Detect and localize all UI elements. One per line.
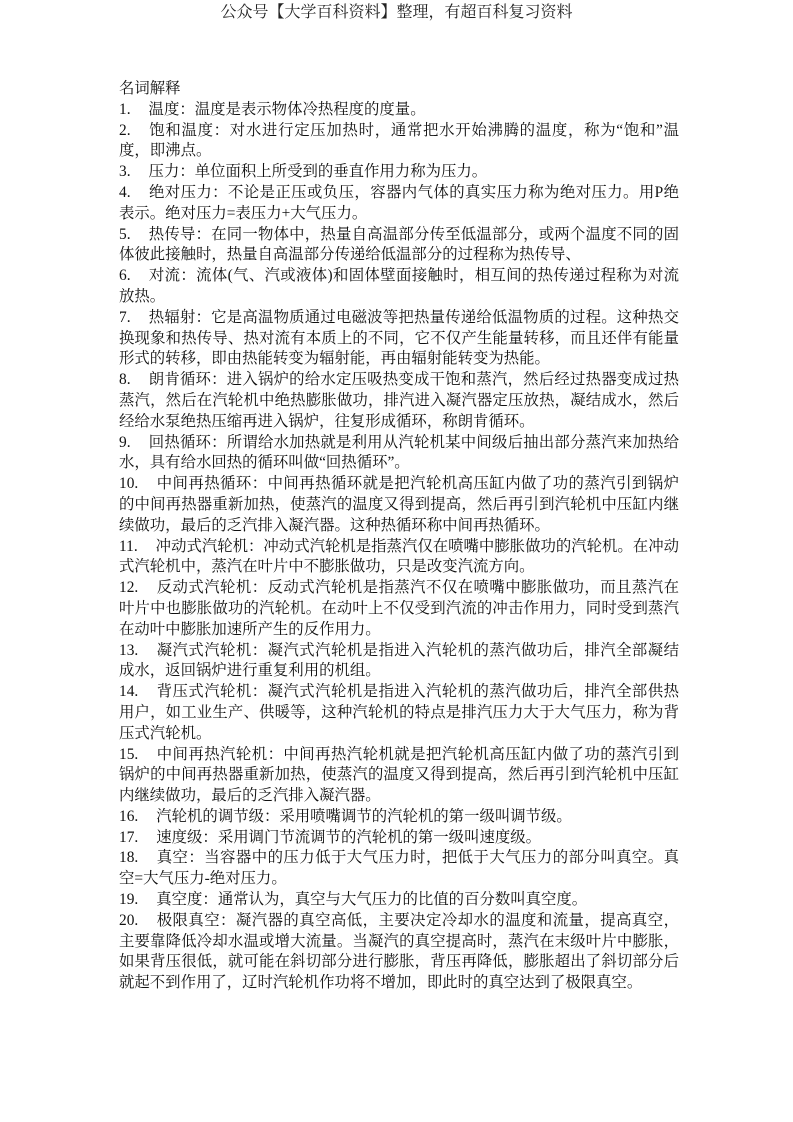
- definition-list: [119, 100, 679, 994]
- item-number: 8.: [119, 371, 131, 389]
- item-number: 17.: [119, 828, 139, 846]
- definition-item: [119, 121, 679, 163]
- definition-item: [119, 807, 679, 828]
- definition-item: [119, 890, 679, 911]
- definition-item: [119, 308, 679, 370]
- item-text: 中间再热循环：中间再热循环就是把汽轮机高压缸内做了功的蒸汽引到锅炉的中间再热器重新加热，使蒸汽的温度又得到提高，然后再引到汽轮机中压缸内继续做功，最后的乏汽排入凝汽器。这种热循环称中间再热循环。: [119, 475, 679, 534]
- document-body: [119, 79, 679, 994]
- item-number: 18.: [119, 849, 139, 867]
- item-text: 回热循环：所谓给水加热就是利用从汽轮机某中间级后抽出部分蒸汽来加热给水，具有给水回热的循环叫做“回热循环”。: [119, 433, 679, 472]
- item-number: 16.: [119, 807, 139, 825]
- definition-item: [119, 266, 679, 308]
- definition-item: [119, 162, 679, 183]
- item-text: 压力：单位面积上所受到的垂直作用力称为压力。: [148, 163, 488, 181]
- item-text: 背压式汽轮机：凝汽式汽轮机是指进入汽轮机的蒸汽做功后，排汽全部供热用户，如工业生产、供暖等，这种汽轮机的特点是排汽压力大于大气压力，称为背压式汽轮机。: [119, 683, 679, 742]
- item-text: 汽轮机的调节级：采用喷嘴调节的汽轮机的第一级叫调节级。: [156, 807, 572, 825]
- item-text: 温度：温度是表示物体冷热程度的度量。: [148, 100, 426, 118]
- item-number: 7.: [119, 308, 131, 326]
- item-text: 真空度：通常认为，真空与大气压力的比值的百分数叫真空度。: [156, 891, 588, 909]
- item-text: 速度级：采用调门节流调节的汽轮机的第一级叫速度级。: [156, 828, 542, 846]
- item-text: 绝对压力：不论是正压或负压，容器内气体的真实压力称为绝对压力。用P绝表示。绝对压力=表压力+大气压力。: [119, 183, 679, 222]
- item-text: 对流：流体(气、汽或液体)和固体壁面接触时，相互间的热传递过程称为对流放热。: [119, 267, 679, 305]
- item-text: 反动式汽轮机：反动式汽轮机是指蒸汽不仅在喷嘴中膨胀做功，而且蒸汽在叶片中也膨胀做功的汽轮机。在动叶上不仅受到汽流的冲击作用力，同时受到蒸汽在动叶中膨胀加速所产生的反作用力。: [119, 579, 679, 638]
- item-number: 20.: [119, 911, 139, 929]
- definition-item: [119, 828, 679, 849]
- item-number: 4.: [119, 183, 131, 201]
- item-text: 冲动式汽轮机：冲动式汽轮机是指蒸汽仅在喷嘴中膨胀做功的汽轮机。在冲动式汽轮机中，蒸汽在叶片中不膨胀做功，只是改变汽流方向。: [119, 537, 679, 576]
- definition-item: [119, 225, 679, 267]
- item-text: 极限真空：凝汽器的真空高低，主要决定冷却水的温度和流量，提高真空，主要靠降低冷却水温或增大流量。当凝汽的真空提高时，蒸汽在末级叶片中膨胀，如果背压很低，就可能在斜切部分进行膨胀，背压再降低，膨胀超出了斜切部分后就起不到作用了，辽时汽轮机作功将不增加，即此时的真空达到了极限真空。: [119, 911, 679, 992]
- definition-item: [119, 537, 679, 579]
- definition-item: [119, 433, 679, 475]
- item-text: 中间再热汽轮机：中间再热汽轮机就是把汽轮机高压缸内做了功的蒸汽引到锅炉的中间再热器重新加热，使蒸汽的温度又得到提高，然后再引到汽轮机中压缸内继续做功，最后的乏汽排入凝汽器。: [119, 745, 679, 805]
- item-number: 6.: [119, 267, 131, 285]
- item-number: 12.: [119, 579, 139, 597]
- item-number: 10.: [119, 475, 139, 493]
- item-number: 2.: [119, 121, 131, 139]
- item-number: 19.: [119, 891, 139, 909]
- item-text: 凝汽式汽轮机：凝汽式汽轮机是指进入汽轮机的蒸汽做功后，排汽全部凝结成水，返回锅炉进行重复利用的机组。: [119, 641, 679, 680]
- definition-item: [119, 370, 679, 432]
- item-text: 热辐射：它是高温物质通过电磁波等把热量传递给低温物质的过程。这种热交换现象和热传导、热对流有本质上的不同，它不仅产生能量转移，而且还伴有能量形式的转移，即由热能转变为辐射能，再由辐射能转变为热能。: [119, 308, 679, 368]
- item-number: 14.: [119, 683, 139, 701]
- item-text: 朗肯循环：进入锅炉的给水定压吸热变成干饱和蒸汽，然后经过热器变成过热蒸汽，然后在汽轮机中绝热膨胀做功，排汽进入凝汽器定压放热，凝结成水，然后经给水泵绝热压缩再进入锅炉，往复形成循环，称朗肯循环。: [119, 371, 679, 430]
- item-text: 热传导：在同一物体中，热量自高温部分传至低温部分，或两个温度不同的固体彼此接触时，热量自高温部分传递给低温部分的过程称为热传导、: [119, 225, 679, 264]
- definition-item: [119, 745, 679, 807]
- item-number: 5.: [119, 225, 131, 243]
- item-number: 13.: [119, 641, 139, 659]
- definition-item: [119, 682, 679, 744]
- item-number: 9.: [119, 433, 131, 451]
- item-number: 11.: [119, 537, 138, 555]
- definition-item: [119, 911, 679, 994]
- section-title: 名词解释: [119, 80, 181, 97]
- page-header: 公众号【大学百科资料】整理，有超百科复习资料: [220, 4, 573, 21]
- item-number: 1.: [119, 100, 131, 118]
- item-number: 3.: [119, 163, 131, 181]
- definition-item: [119, 641, 679, 683]
- definition-item: [119, 100, 679, 121]
- item-number: 15.: [119, 745, 139, 763]
- item-text: 饱和温度：对水进行定压加热时，通常把水开始沸腾的温度，称为“饱和”温度，即沸点。: [119, 121, 679, 160]
- definition-item: [119, 578, 679, 640]
- definition-item: [119, 474, 679, 536]
- definition-item: [119, 848, 679, 890]
- definition-item: [119, 183, 679, 225]
- item-text: 真空：当容器中的压力低于大气压力时，把低于大气压力的部分叫真空。真空=大气压力-绝对压力。: [119, 849, 679, 888]
